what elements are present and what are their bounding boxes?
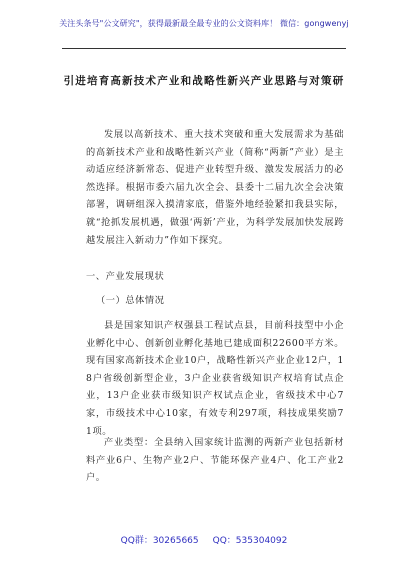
- intro-paragraph-block: [86, 126, 344, 249]
- section-heading: 一、产业发展现状: [86, 271, 165, 282]
- header-promo-note: 关注头条号"公文研究"，获得最新最全最专业的公文资料库！ 微信：gongwenyj: [59, 19, 349, 28]
- industry-types-paragraph: 产业类型：全县纳入国家统计监测的两新产业包括新材料产业6户、生物产业2户、节能环保产业4户、化工产业2户。: [86, 437, 344, 484]
- header-divider: [62, 48, 346, 49]
- overview-paragraph: 县是国家知识产权强县工程试点县，目前科技型中小企业孵化中心、创新创业孵化基地已建成面积22600平方米。现有国家高新技术企业10户，战略性新兴产业企业12户，18户省级创新型企业，3户企业获省级知识产权培育试点企业，13户企业获市级知识产权试点企业，省级技术中心7家，市级技术中心10家，有效专利297项，科技成果奖励71项。: [86, 320, 344, 437]
- intro-paragraph: 发展以高新技术、重大技术突破和重大发展需求为基础的高新技术产业和战略性新兴产业（简称“两新”产业）是主动适应经济新常态、促进产业转型升级、激发发展活力的必然选择。根据市委六届九次全会、县委十二届九次全会决策部署，调研组深入摸清家底，借鉴外地经验紧扣我县实际，就“抢抓发展机遇，做强‘两新’产业，为科学发展加快发展跨越发展注入新动力”作如下探究。: [86, 129, 344, 246]
- subsection-heading: （一）总体情况: [96, 295, 165, 306]
- industry-types-paragraph-block: [86, 434, 344, 487]
- footer-contact: [0, 533, 408, 546]
- overview-paragraph-block: [86, 317, 344, 440]
- document-title: 引进培育高新技术产业和战略性新兴产业思路与对策研: [63, 75, 345, 87]
- footer-qq-group: QQ群：30265665: [120, 536, 199, 546]
- footer-qq: QQ：535304092: [212, 536, 288, 546]
